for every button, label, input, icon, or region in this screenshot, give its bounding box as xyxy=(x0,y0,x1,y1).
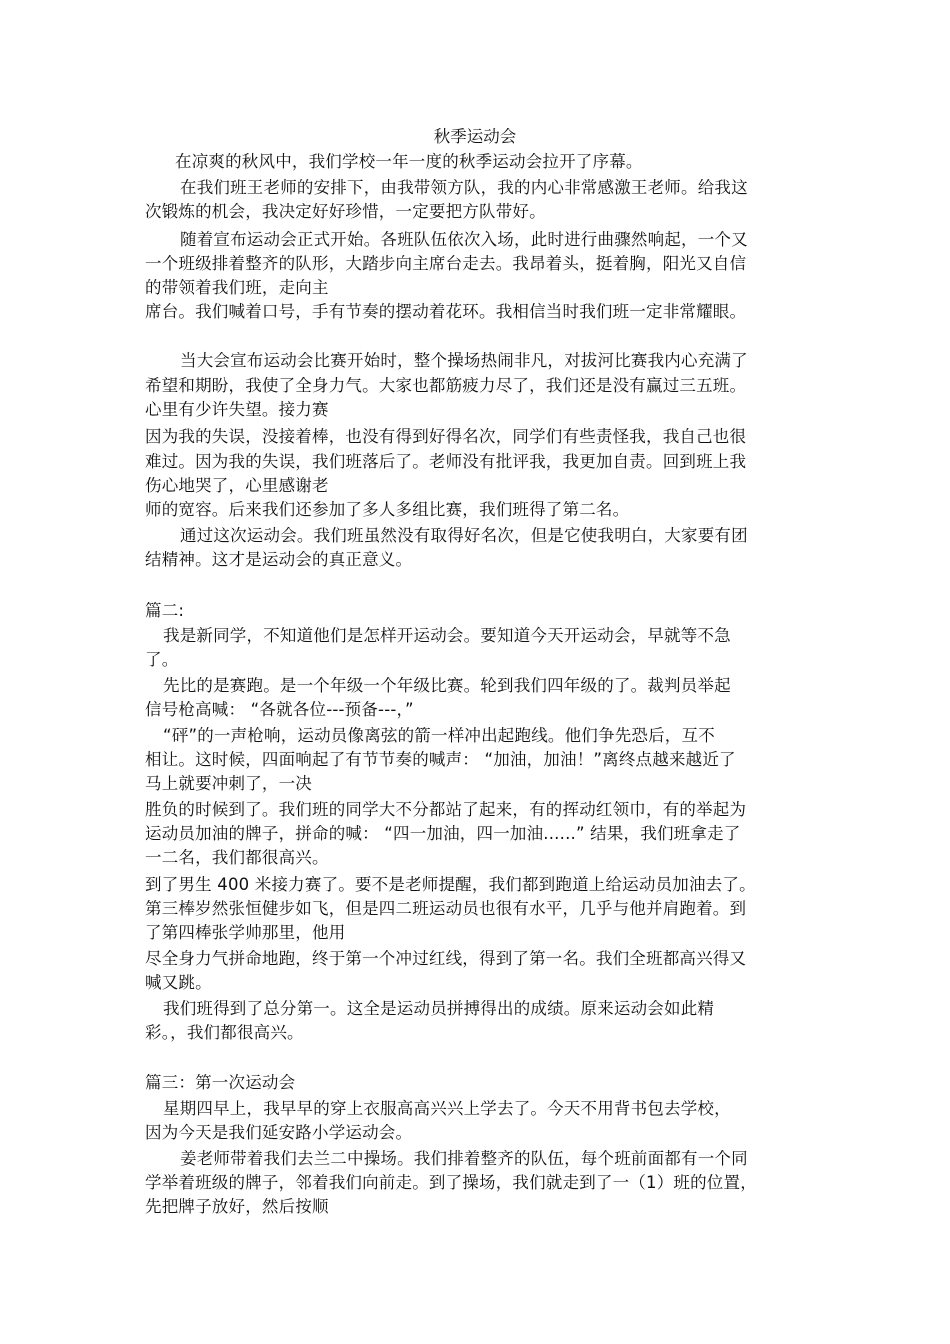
text-line: 运动员加油的牌子，拼命的喊： “四一加油，四一加油......” 结果，我们班拿走了 xyxy=(145,824,741,843)
text-line: 心里有少许失望。接力赛 xyxy=(145,400,329,419)
text-line: 席台。我们喊着口号，手有节奏的摆动着花环。我相信当时我们班一定非常耀眼。 xyxy=(145,302,747,321)
text-line: 星期四早上，我早早的穿上衣服高高兴兴上学去了。今天不用背书包去学校， xyxy=(163,1099,731,1118)
text-line: 伤心地哭了，心里感谢老 xyxy=(145,476,329,495)
text-line: 结精神。这才是运动会的真正意义。 xyxy=(145,550,413,569)
text-line: 学举着班级的牌子，邻着我们向前走。到了操场，我们就走到了一（1）班的位置， xyxy=(145,1173,757,1192)
text-line: 喊又跳。 xyxy=(145,973,212,992)
text-line: 随着宣布运动会正式开始。各班队伍依次入场，此时进行曲骤然响起，一个又 xyxy=(180,230,748,249)
text-line: 因为我的失误，没接着棒，也没有得到好得名次，同学们有些责怪我，我自己也很 xyxy=(145,427,747,446)
text-line: 一二名，我们都很高兴。 xyxy=(145,848,329,867)
text-line: 在凉爽的秋风中，我们学校一年一度的秋季运动会拉开了序幕。 xyxy=(175,152,643,171)
text-line: 姜老师带着我们去兰二中操场。我们排着整齐的队伍，每个班前面都有一个同 xyxy=(180,1149,748,1168)
text-line: 信号枪高喊： “各就各位---预备---，” xyxy=(145,700,414,719)
text-line: 先比的是赛跑。是一个年级一个年级比赛。轮到我们四年级的了。裁判员举起 xyxy=(163,676,731,695)
text-line: 在我们班王老师的安排下，由我带领方队，我的内心非常感激王老师。给我这 xyxy=(180,178,748,197)
text-line: 到了男生 400 米接力赛了。要不是老师提醒，我们都到跑道上给运动员加油去了。 xyxy=(145,875,756,894)
text-line: 胜负的时候到了。我们班的同学大不分都站了起来，有的挥动红领巾，有的举起为 xyxy=(145,800,747,819)
text-line: 我们班得到了总分第一。这全是运动员拼搏得出的成绩。原来运动会如此精 xyxy=(163,999,715,1018)
text-line: 彩。，我们都很高兴。 xyxy=(145,1023,304,1042)
text-line: 相让。这时候，四面响起了有节节奏的喊声： “加油，加油！”离终点越来越近了 xyxy=(145,750,736,769)
section-heading: 篇三：第一次运动会 xyxy=(145,1073,296,1092)
text-line: 通过这次运动会。我们班虽然没有取得好名次，但是它使我明白，大家要有团 xyxy=(180,526,748,545)
text-line: 当大会宣布运动会比赛开始时，整个操场热闹非凡，对拔河比赛我内心充满了 xyxy=(180,351,748,370)
document-title: 秋季运动会 xyxy=(433,127,517,146)
text-line: 了。 xyxy=(145,650,179,669)
text-line: 次锻炼的机会，我决定好好珍惜，一定要把方队带好。 xyxy=(145,202,546,221)
text-line: 我是新同学，不知道他们是怎样开运动会。要知道今天开运动会，早就等不急 xyxy=(163,626,731,645)
text-line: 第三棒岁然张恒健步如飞，但是四二班运动员也很有水平，几乎与他并肩跑着。到 xyxy=(145,899,747,918)
text-line: 了第四棒张学帅那里，他用 xyxy=(145,923,346,942)
text-line: 难过。因为我的失误，我们班落后了。老师没有批评我，我更加自责。回到班上我 xyxy=(145,452,747,471)
text-line: 师的宽容。后来我们还参加了多人多组比赛，我们班得了第二名。 xyxy=(145,500,630,519)
text-line: 因为今天是我们延安路小学运动会。 xyxy=(145,1123,413,1142)
text-line: 的带领着我们班，走向主 xyxy=(145,278,329,297)
text-line: 尽全身力气拼命地跑，终于第一个冲过红线，得到了第一名。我们全班都高兴得又 xyxy=(145,949,747,968)
text-line: “砰”的一声枪响，运动员像离弦的箭一样冲出起跑线。他们争先恐后，互不 xyxy=(163,726,715,745)
text-line: 先把牌子放好，然后按顺 xyxy=(145,1197,329,1216)
text-line: 一个班级排着整齐的队形，大踏步向主席台走去。我昂着头，挺着胸，阳光又自信 xyxy=(145,254,747,273)
section-heading: 篇二: xyxy=(145,601,185,620)
text-line: 希望和期盼，我使了全身力气。大家也都筋疲力尽了，我们还是没有赢过三五班。 xyxy=(145,376,747,395)
text-line: 马上就要冲刺了，一决 xyxy=(145,774,312,793)
